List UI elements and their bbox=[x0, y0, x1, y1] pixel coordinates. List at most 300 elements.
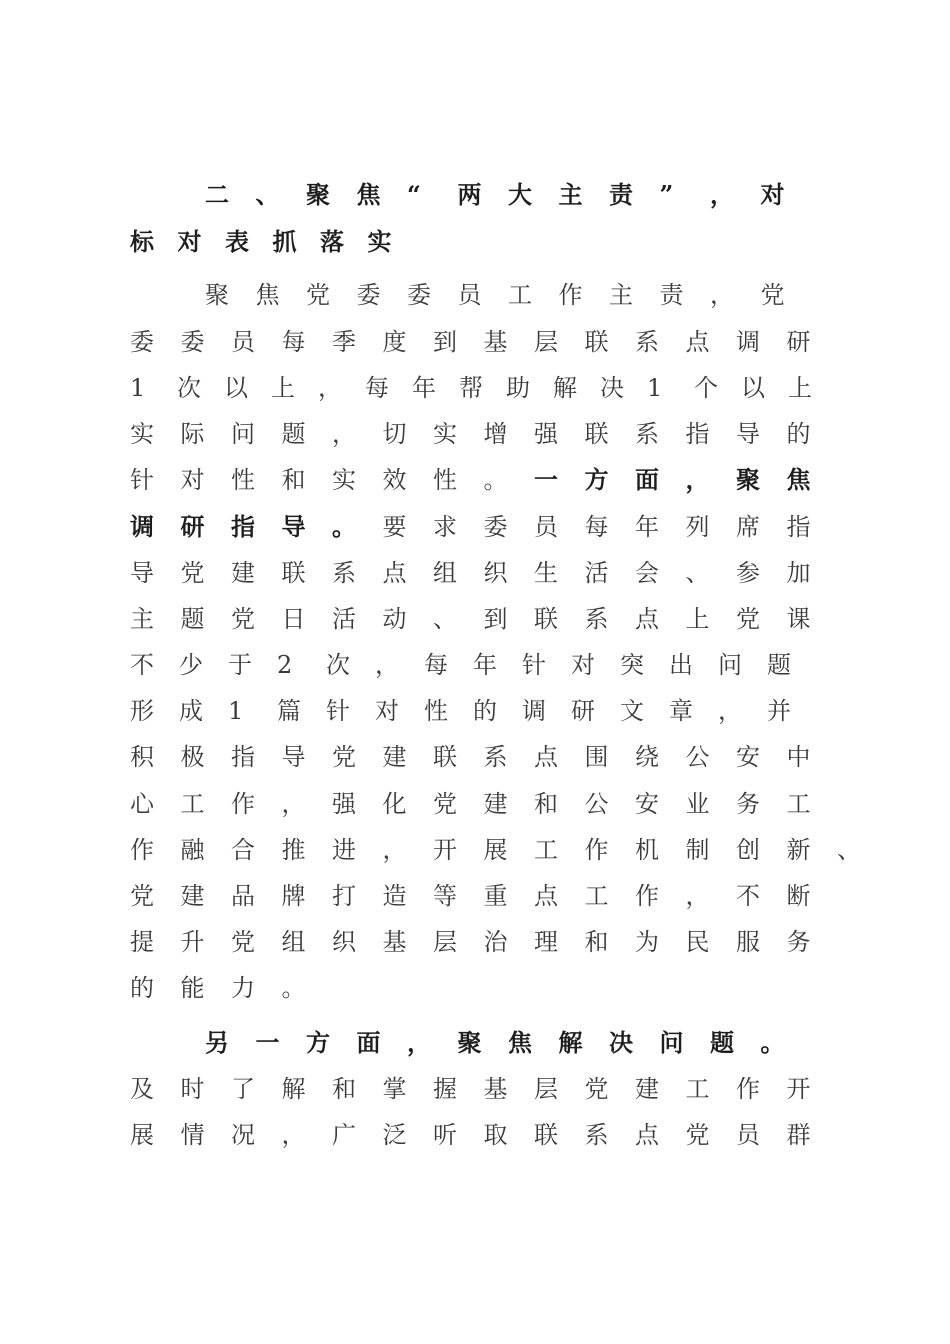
glyph: 到 bbox=[433, 327, 457, 356]
glyph: 层 bbox=[534, 1074, 558, 1103]
glyph: 点 bbox=[635, 604, 659, 633]
glyph: 际 bbox=[180, 419, 205, 448]
glyph: ” bbox=[659, 179, 674, 209]
glyph: 织 bbox=[332, 927, 356, 956]
glyph: 情 bbox=[180, 1120, 205, 1149]
glyph: 、 bbox=[433, 604, 457, 633]
glyph: 2 bbox=[277, 650, 293, 679]
glyph: 工 bbox=[180, 789, 205, 818]
glyph: 能 bbox=[180, 973, 205, 1002]
glyph: 导 bbox=[130, 558, 154, 587]
glyph: 建 bbox=[180, 881, 205, 910]
glyph: 主 bbox=[130, 604, 154, 633]
glyph: 面 bbox=[356, 1027, 381, 1057]
text-run bbox=[130, 322, 837, 357]
glyph: 每 bbox=[584, 512, 609, 541]
bold-phrase bbox=[130, 507, 383, 542]
glyph: 一 bbox=[255, 1027, 280, 1057]
glyph: 方 bbox=[584, 464, 609, 494]
glyph: 题 bbox=[281, 419, 306, 448]
glyph: 对 bbox=[180, 465, 205, 494]
glyph: 两 bbox=[457, 179, 482, 209]
text-line bbox=[205, 172, 811, 212]
glyph: 1 bbox=[130, 373, 146, 402]
glyph: ， bbox=[407, 1027, 431, 1057]
glyph: 焦 bbox=[786, 464, 811, 494]
glyph: 决 bbox=[609, 1027, 633, 1057]
text-run bbox=[130, 368, 835, 403]
glyph: 针 bbox=[522, 650, 546, 679]
glyph: 一 bbox=[534, 464, 558, 494]
glyph: “ bbox=[407, 179, 421, 209]
glyph: 方 bbox=[306, 1027, 330, 1057]
glyph: 造 bbox=[382, 881, 407, 910]
glyph: 委 bbox=[130, 327, 154, 356]
glyph: 度 bbox=[382, 327, 407, 356]
glyph: 推 bbox=[281, 835, 306, 864]
glyph: 不 bbox=[130, 650, 154, 679]
glyph: 上 bbox=[271, 373, 295, 402]
glyph: 每 bbox=[424, 650, 448, 679]
glyph: 作 bbox=[558, 280, 583, 309]
glyph: 点 bbox=[685, 327, 710, 356]
glyph: 提 bbox=[130, 927, 154, 956]
glyph: 治 bbox=[483, 927, 508, 956]
glyph: 的 bbox=[130, 973, 154, 1002]
glyph: 等 bbox=[433, 881, 457, 910]
glyph: 化 bbox=[382, 789, 407, 818]
glyph: 开 bbox=[433, 835, 457, 864]
text-line bbox=[130, 365, 835, 405]
glyph: 机 bbox=[635, 835, 659, 864]
bold-phrase bbox=[534, 460, 837, 495]
glyph: ， bbox=[685, 881, 710, 910]
bold-phrase bbox=[130, 222, 415, 257]
glyph: 导 bbox=[736, 419, 760, 448]
glyph: 课 bbox=[786, 604, 811, 633]
glyph: 党 bbox=[306, 280, 330, 309]
glyph: 员 bbox=[736, 1120, 760, 1149]
text-run bbox=[205, 275, 811, 310]
glyph: 加 bbox=[786, 558, 811, 587]
text-run bbox=[130, 784, 837, 819]
text-run bbox=[130, 1069, 837, 1104]
glyph: 题 bbox=[767, 650, 791, 679]
glyph: 织 bbox=[483, 558, 508, 587]
glyph: 篇 bbox=[277, 696, 301, 725]
glyph: 点 bbox=[382, 558, 407, 587]
glyph: 问 bbox=[718, 650, 742, 679]
glyph: 突 bbox=[620, 650, 644, 679]
text-line bbox=[130, 919, 837, 959]
text-line bbox=[130, 781, 837, 821]
glyph: ， bbox=[718, 696, 742, 725]
glyph: 中 bbox=[786, 742, 811, 771]
glyph: 参 bbox=[736, 558, 760, 587]
glyph: 求 bbox=[433, 512, 457, 541]
glyph: 系 bbox=[483, 742, 508, 771]
glyph: 委 bbox=[407, 280, 431, 309]
glyph: 围 bbox=[584, 742, 609, 771]
glyph: ， bbox=[382, 835, 407, 864]
glyph: 责 bbox=[659, 280, 684, 309]
glyph: 工 bbox=[534, 835, 558, 864]
text-line bbox=[130, 504, 837, 544]
glyph: 不 bbox=[736, 881, 760, 910]
text-line bbox=[130, 1066, 837, 1106]
glyph: 对 bbox=[571, 650, 595, 679]
text-line bbox=[130, 550, 837, 590]
glyph: 指 bbox=[786, 512, 811, 541]
glyph: 基 bbox=[483, 1074, 508, 1103]
glyph: 次 bbox=[177, 373, 201, 402]
glyph: ， bbox=[281, 789, 306, 818]
glyph: 表 bbox=[225, 226, 249, 256]
glyph: 题 bbox=[710, 1027, 734, 1057]
glyph: 党 bbox=[736, 604, 760, 633]
glyph: 掌 bbox=[382, 1074, 407, 1103]
glyph: 、 bbox=[255, 179, 280, 209]
text-line bbox=[130, 457, 837, 497]
glyph: 服 bbox=[736, 927, 760, 956]
glyph: 业 bbox=[685, 789, 710, 818]
glyph: 工 bbox=[584, 881, 609, 910]
glyph: 席 bbox=[736, 512, 760, 541]
glyph: 系 bbox=[584, 604, 609, 633]
glyph: 对 bbox=[177, 226, 202, 256]
glyph: ， bbox=[332, 419, 356, 448]
glyph: 新 bbox=[786, 835, 811, 864]
glyph: 况 bbox=[231, 1120, 255, 1149]
glyph: 力 bbox=[231, 973, 255, 1002]
glyph: 解 bbox=[553, 373, 577, 402]
text-run bbox=[383, 507, 838, 542]
glyph: 断 bbox=[786, 881, 811, 910]
glyph: 作 bbox=[736, 1074, 760, 1103]
text-line bbox=[130, 873, 837, 913]
glyph: 研 bbox=[786, 327, 811, 356]
glyph: 党 bbox=[332, 742, 356, 771]
glyph: 委 bbox=[356, 280, 381, 309]
glyph: 指 bbox=[231, 511, 255, 541]
glyph: 联 bbox=[584, 327, 609, 356]
glyph: 。 bbox=[332, 511, 356, 541]
glyph: 联 bbox=[433, 742, 457, 771]
glyph: 制 bbox=[685, 835, 710, 864]
bold-phrase bbox=[205, 1023, 811, 1058]
glyph: 为 bbox=[635, 927, 659, 956]
glyph: 调 bbox=[130, 511, 154, 541]
glyph: 上 bbox=[685, 604, 710, 633]
glyph: 年 bbox=[473, 650, 497, 679]
glyph: 党 bbox=[180, 558, 205, 587]
glyph: ， bbox=[318, 373, 342, 402]
glyph: 针 bbox=[130, 465, 154, 494]
glyph: 基 bbox=[483, 327, 508, 356]
glyph: 到 bbox=[483, 604, 508, 633]
text-line bbox=[130, 1112, 837, 1152]
glyph: 安 bbox=[736, 742, 760, 771]
glyph: 党 bbox=[130, 881, 154, 910]
glyph: 务 bbox=[736, 789, 760, 818]
glyph: 个 bbox=[694, 373, 718, 402]
glyph: 性 bbox=[231, 465, 255, 494]
glyph: 建 bbox=[635, 1074, 659, 1103]
glyph: 焦 bbox=[255, 280, 280, 309]
glyph: 党 bbox=[231, 604, 255, 633]
glyph: 文 bbox=[620, 696, 644, 725]
glyph: 会 bbox=[635, 558, 659, 587]
text-run bbox=[130, 1115, 837, 1150]
glyph: 少 bbox=[179, 650, 203, 679]
glyph: 党 bbox=[433, 789, 457, 818]
glyph: 组 bbox=[281, 927, 306, 956]
glyph: 针 bbox=[326, 696, 350, 725]
glyph: 党 bbox=[685, 1120, 710, 1149]
glyph: 导 bbox=[281, 511, 306, 541]
glyph: 作 bbox=[635, 881, 659, 910]
glyph: 、 bbox=[837, 835, 861, 864]
glyph: 对 bbox=[375, 696, 399, 725]
glyph: 季 bbox=[332, 327, 356, 356]
glyph: 了 bbox=[231, 1074, 255, 1103]
glyph: 落 bbox=[320, 226, 344, 256]
glyph: 聚 bbox=[306, 179, 330, 209]
glyph: 员 bbox=[457, 280, 482, 309]
text-run bbox=[130, 599, 837, 634]
glyph: 品 bbox=[231, 881, 255, 910]
text-run bbox=[130, 645, 816, 680]
glyph: 打 bbox=[332, 881, 356, 910]
glyph: 聚 bbox=[457, 1027, 482, 1057]
glyph: 。 bbox=[281, 973, 306, 1002]
glyph: 联 bbox=[584, 419, 609, 448]
glyph: 广 bbox=[332, 1120, 356, 1149]
glyph: 每 bbox=[365, 373, 389, 402]
glyph: 的 bbox=[786, 419, 811, 448]
glyph: 工 bbox=[685, 1074, 710, 1103]
text-run bbox=[130, 553, 837, 588]
glyph: 问 bbox=[659, 1027, 684, 1057]
glyph: 切 bbox=[382, 419, 407, 448]
glyph: 心 bbox=[130, 789, 154, 818]
glyph: 建 bbox=[382, 742, 407, 771]
glyph: 以 bbox=[224, 373, 248, 402]
glyph: 理 bbox=[534, 927, 558, 956]
glyph: 安 bbox=[635, 789, 659, 818]
text-line bbox=[130, 319, 837, 359]
glyph: 公 bbox=[685, 742, 710, 771]
glyph: 创 bbox=[736, 835, 760, 864]
glyph: 展 bbox=[483, 835, 508, 864]
glyph: 指 bbox=[231, 742, 255, 771]
glyph: 性 bbox=[424, 696, 448, 725]
glyph: 实 bbox=[433, 419, 457, 448]
glyph: 对 bbox=[760, 179, 785, 209]
glyph: 公 bbox=[584, 789, 609, 818]
glyph: 系 bbox=[635, 419, 659, 448]
glyph: 工 bbox=[786, 789, 811, 818]
glyph: 开 bbox=[786, 1074, 811, 1103]
glyph: 系 bbox=[635, 327, 659, 356]
glyph: 极 bbox=[180, 742, 205, 771]
glyph: 基 bbox=[382, 927, 407, 956]
glyph: 建 bbox=[483, 789, 508, 818]
glyph: 年 bbox=[412, 373, 436, 402]
glyph: 章 bbox=[669, 696, 693, 725]
glyph: 效 bbox=[382, 465, 407, 494]
glyph: 要 bbox=[382, 512, 407, 541]
glyph: 重 bbox=[483, 881, 508, 910]
glyph: 解 bbox=[281, 1074, 306, 1103]
glyph: 和 bbox=[332, 1074, 356, 1103]
glyph: 的 bbox=[473, 696, 497, 725]
glyph: 进 bbox=[332, 835, 356, 864]
glyph: 实 bbox=[367, 226, 392, 256]
text-line bbox=[130, 596, 837, 636]
glyph: 联 bbox=[534, 604, 558, 633]
text-line bbox=[130, 827, 888, 867]
text-line bbox=[130, 965, 332, 1005]
text-run bbox=[130, 922, 837, 957]
glyph: 点 bbox=[635, 1120, 659, 1149]
glyph: 聚 bbox=[736, 464, 760, 494]
glyph: 并 bbox=[767, 696, 791, 725]
glyph: 作 bbox=[584, 835, 609, 864]
glyph: 积 bbox=[130, 742, 154, 771]
glyph: 升 bbox=[180, 927, 205, 956]
glyph: 。 bbox=[483, 465, 508, 494]
glyph: 年 bbox=[635, 512, 659, 541]
text-line bbox=[205, 272, 811, 312]
glyph: 民 bbox=[685, 927, 710, 956]
glyph: 强 bbox=[332, 789, 356, 818]
glyph: 和 bbox=[584, 927, 609, 956]
text-run bbox=[130, 691, 816, 726]
glyph: ， bbox=[375, 650, 399, 679]
glyph: ， bbox=[281, 1120, 306, 1149]
glyph: 出 bbox=[669, 650, 693, 679]
text-run bbox=[130, 460, 534, 495]
glyph: 生 bbox=[534, 558, 558, 587]
glyph: 指 bbox=[685, 419, 710, 448]
glyph: 。 bbox=[760, 1027, 785, 1057]
glyph: ， bbox=[685, 464, 710, 494]
glyph: 组 bbox=[433, 558, 457, 587]
text-line bbox=[205, 1020, 811, 1060]
glyph: 实 bbox=[130, 419, 154, 448]
glyph: 务 bbox=[786, 927, 811, 956]
glyph: 成 bbox=[179, 696, 203, 725]
glyph: 日 bbox=[281, 604, 306, 633]
glyph: 焦 bbox=[356, 179, 381, 209]
glyph: 系 bbox=[332, 558, 356, 587]
glyph: 和 bbox=[281, 465, 306, 494]
glyph: 题 bbox=[180, 604, 205, 633]
glyph: 党 bbox=[584, 1074, 609, 1103]
glyph: 责 bbox=[609, 179, 633, 209]
glyph: 时 bbox=[180, 1074, 205, 1103]
glyph: 活 bbox=[332, 604, 356, 633]
glyph: 强 bbox=[534, 419, 558, 448]
glyph: 主 bbox=[558, 179, 583, 209]
glyph: 1 bbox=[228, 696, 244, 725]
glyph: 委 bbox=[180, 327, 205, 356]
glyph: 面 bbox=[635, 464, 659, 494]
text-run bbox=[130, 414, 837, 449]
glyph: 党 bbox=[231, 927, 255, 956]
glyph: 泛 bbox=[382, 1120, 407, 1149]
glyph: 助 bbox=[506, 373, 530, 402]
glyph: 及 bbox=[130, 1074, 154, 1103]
glyph: 性 bbox=[433, 465, 457, 494]
bold-phrase bbox=[205, 175, 811, 210]
glyph: 二 bbox=[205, 179, 229, 209]
glyph: 绕 bbox=[635, 742, 659, 771]
glyph: 取 bbox=[483, 1120, 508, 1149]
text-line bbox=[130, 642, 816, 682]
glyph: 导 bbox=[281, 742, 306, 771]
glyph: 联 bbox=[281, 558, 306, 587]
text-run bbox=[130, 876, 837, 911]
glyph: 实 bbox=[332, 465, 356, 494]
glyph: 、 bbox=[685, 558, 710, 587]
glyph: 次 bbox=[326, 650, 350, 679]
glyph: 研 bbox=[571, 696, 595, 725]
glyph: ， bbox=[710, 179, 734, 209]
glyph: 主 bbox=[609, 280, 633, 309]
glyph: 点 bbox=[534, 881, 558, 910]
text-line bbox=[130, 411, 837, 451]
glyph: 党 bbox=[760, 280, 785, 309]
glyph: 增 bbox=[483, 419, 508, 448]
glyph: 1 bbox=[647, 373, 663, 402]
glyph: 动 bbox=[382, 604, 407, 633]
glyph: 决 bbox=[600, 373, 624, 402]
glyph: 大 bbox=[508, 179, 532, 209]
glyph: 列 bbox=[685, 512, 710, 541]
glyph: 研 bbox=[180, 511, 205, 541]
glyph: 调 bbox=[522, 696, 546, 725]
glyph: 融 bbox=[180, 835, 205, 864]
glyph: 活 bbox=[584, 558, 609, 587]
text-run bbox=[130, 968, 332, 1003]
glyph: 展 bbox=[130, 1120, 154, 1149]
glyph: 标 bbox=[130, 226, 154, 256]
glyph: 听 bbox=[433, 1120, 457, 1149]
glyph: 建 bbox=[231, 558, 255, 587]
glyph: 合 bbox=[231, 835, 255, 864]
glyph: ， bbox=[710, 280, 734, 309]
glyph: 系 bbox=[584, 1120, 609, 1149]
glyph: 另 bbox=[205, 1027, 229, 1057]
glyph: 和 bbox=[534, 789, 558, 818]
glyph: 解 bbox=[558, 1027, 583, 1057]
text-run bbox=[130, 737, 837, 772]
text-line bbox=[130, 734, 837, 774]
glyph: 问 bbox=[231, 419, 255, 448]
glyph: 牌 bbox=[281, 881, 306, 910]
text-line bbox=[130, 688, 816, 728]
glyph: 工 bbox=[508, 280, 532, 309]
glyph: 抓 bbox=[272, 226, 297, 256]
glyph: 层 bbox=[534, 327, 558, 356]
glyph: 员 bbox=[231, 327, 255, 356]
text-run bbox=[130, 830, 888, 865]
glyph: 于 bbox=[228, 650, 252, 679]
glyph: 以 bbox=[741, 373, 765, 402]
glyph: 上 bbox=[788, 373, 812, 402]
